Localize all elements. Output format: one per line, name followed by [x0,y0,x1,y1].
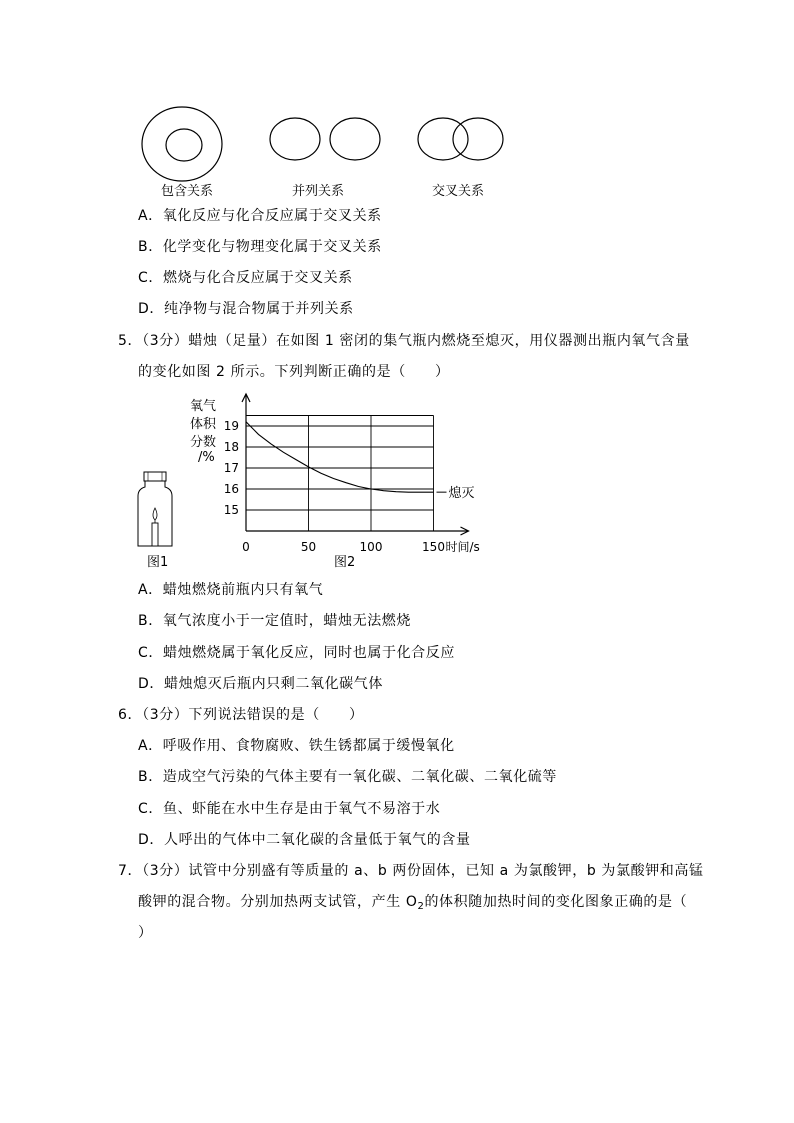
q4-option-c[interactable]: C．燃烧与化合反应属于交叉关系 [138,270,353,286]
y-tick-label: 15 [223,503,239,517]
fig2-label: 图2 [334,555,356,570]
q7-stem-line3: ） [138,925,153,941]
q7-stem-line1: 7．（3分）试管中分别盛有等质量的 a、b 两份固体，已知 a 为氯酸钾，b 为氯酸钾和高锰 [118,863,704,879]
q4-option-d[interactable]: D．纯净物与混合物属于并列关系 [138,301,354,317]
chart-ylabel-line1: 氧气 [190,399,217,414]
q6-option-d[interactable]: D．人呼出的气体中二氧化碳的含量低于氧气的含量 [138,832,471,848]
x-tick-label: 150 [422,540,445,554]
parallel-right-circle [330,118,380,160]
y-tick-label: 18 [223,440,239,454]
q5-stem-line2: 的变化如图 2 所示。下列判断正确的是（ ） [138,364,450,380]
contain-inner-circle [166,129,202,161]
q7-stem-line2: 酸钾的混合物。分别加热两支试管，产生 $O_2$的体积随加热时间的变化图象正确的是（ [138,894,688,912]
parallel-left-circle [270,118,320,160]
chart-ylabel-line3: 分数 [190,435,217,450]
oxygen-curve [246,422,434,492]
q4-option-b[interactable]: B．化学变化与物理变化属于交叉关系 [138,239,382,255]
x-tick-label: 100 [359,540,383,554]
q5-option-c[interactable]: C．蜡烛燃烧属于氧化反应，同时也属于化合反应 [138,645,455,661]
q6-stem: 6．（3分）下列说法错误的是（ ） [118,707,364,723]
gas-bottle-figure [132,470,182,550]
x-tick-label: 0 [242,540,250,554]
y-tick-label: 17 [223,461,239,475]
candle-flame-icon [153,508,157,520]
extinguish-annotation: 熄灭 [448,486,475,502]
q6-option-b[interactable]: B．造成空气污染的气体主要有一氧化碳、二氧化碳、二氧化硫等 [138,769,558,785]
q5-stem-line1: 5．（3分）蜡烛（足量）在如图 1 密闭的集气瓶内燃烧至熄灭，用仪器测出瓶内氧气含量 [118,333,690,349]
chart-ylabel-line4: /% [198,450,215,465]
contain-relation-label: 包含关系 [161,184,214,199]
q5-option-b[interactable]: B．氧气浓度小于一定值时，蜡烛无法燃烧 [138,613,412,629]
y-tick-label: 19 [223,419,239,433]
x-tick-label: 50 [300,540,317,554]
q5-option-d[interactable]: D．蜡烛熄灭后瓶内只剩二氧化碳气体 [138,676,383,692]
cross-right-circle [453,118,503,160]
x-axis-label: 时间/s [445,540,480,554]
candle-icon [152,523,158,546]
bottle-stopper [144,472,166,481]
contain-outer-circle [142,107,222,181]
q4-option-a[interactable]: A．氧化反应与化合反应属于交叉关系 [138,208,382,224]
y-tick-label: 16 [223,482,239,496]
q6-option-a[interactable]: A．呼吸作用、食物腐败、铁生锈都属于缓慢氧化 [138,738,455,754]
q6-option-c[interactable]: C．鱼、虾能在水中生存是由于氧气不易溶于水 [138,801,441,817]
parallel-relation-label: 并列关系 [292,184,345,199]
chart-ylabel-line2: 体积 [190,417,217,432]
oxygen-chart [220,388,520,554]
q5-option-a[interactable]: A．蜡烛燃烧前瓶内只有氧气 [138,582,324,598]
cross-relation-label: 交叉关系 [432,184,485,199]
fig1-label: 图1 [147,555,169,570]
